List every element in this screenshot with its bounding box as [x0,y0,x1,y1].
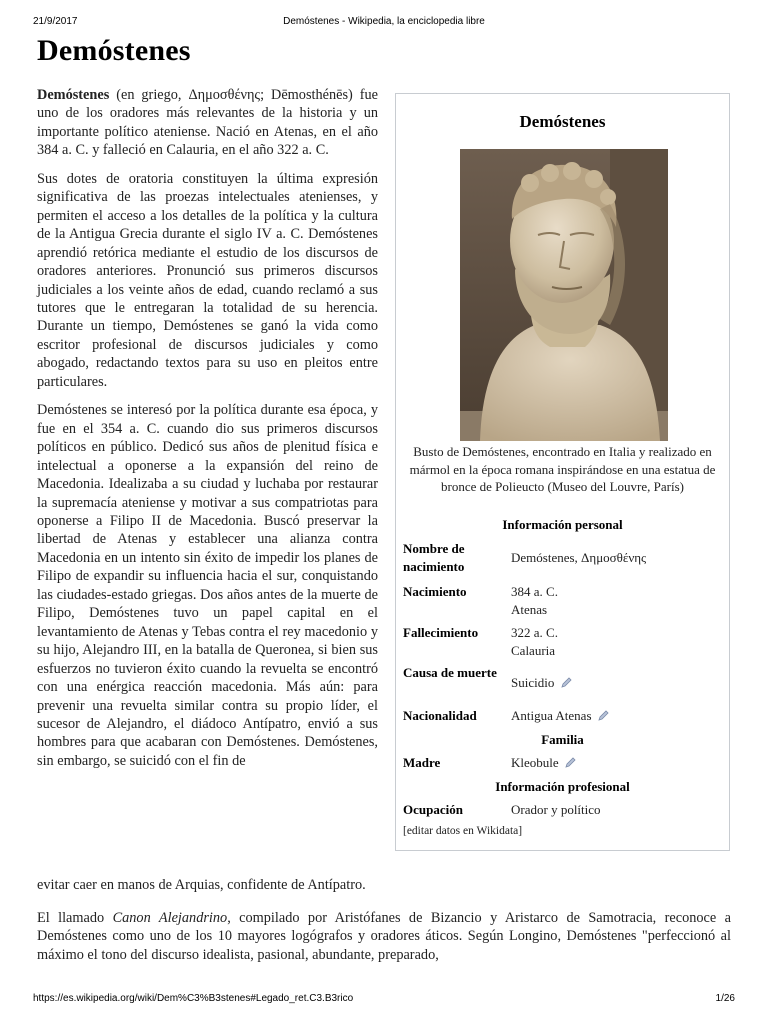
value-birth [511,583,726,619]
value-death-cause [511,674,726,693]
print-footer [33,993,735,1007]
paragraph-intro [37,86,378,160]
edit-pencil-icon[interactable] [561,675,572,693]
value-mother-text[interactable]: Kleobule [511,755,559,770]
canon-italic-link[interactable]: Canon Alejandrino [112,910,228,926]
paragraph-politics: Demóstenes se interesó por la política durante esa época, y fue en el 354 a. C. cuando dio sus primeros discursos políticos en público. Dedicó sus años de plenitud física e intelectual a oponerse a la expansión del reino de Macedonia. Idealizaba a su ciudad y luchaba por restaurar la supremacía ateniense y motivar a sus compatriotas para oponerse a Filipo II de Macedonia. Buscó preservar la libertad de Atenas y establecer una alianza contra Macedonia en un intento sin éxito de impedir los planes de Filipo de expandir su influencia hacia el sur, conquistando las ciudades-estado griegas. Dos años antes de la muerte de Filipo, Demóstenes tuvo un papel capital en el levantamiento de Atenas y Tebas contra el rey macedonio y su hijo, Alejandro III, en la batalla de Queronea, si bien sus esfuerzos no tuvieron éxito cuando la revuelta se encontró con una enérgica reacción macedonia. Más aún: para prevenir una revuelta similar contra su propio líder, el sucesor de Alejandro, el diádoco Antípatro, envió a sus hombres para que acabaran con Demóstenes. Demóstenes, sin embargo, se suicidó con el fin de [37,402,378,769]
print-header [33,16,735,30]
bust-portrait-image[interactable] [460,149,668,441]
label-birth: Nacimiento [403,584,467,599]
label-occupation: Ocupación [403,802,463,817]
label-birth-name: Nombre de nacimiento [403,541,465,574]
section-professional-info: Información profesional [495,779,630,794]
paragraph-politics-tail: evitar caer en manos de Arquias, confidente de Antípatro. [37,877,366,893]
article-body-column [37,86,378,770]
value-nationality [511,707,726,726]
label-death: Fallecimiento [403,625,479,640]
section-family: Familia [541,732,584,747]
intro-text: (en griego, Δημοσθένης; Dēmosthénēs) fue uno de los oradores más relevantes de la historia y un importante político ateniense. Nació en Atenas, en el año 384 a. C. y falleció en Calauria, en el año 322 a. C. [37,87,378,159]
print-title: Demóstenes - Wikipedia, la enciclopedia libre [283,16,485,27]
value-occupation[interactable]: Orador y político [511,802,601,817]
paragraph-canon [37,909,731,964]
value-nationality-text[interactable]: Antigua Atenas [511,708,592,723]
value-death-cause-text[interactable]: Suicidio [511,675,555,690]
value-death-date[interactable]: 322 a. C. [511,625,558,640]
infobox [395,93,730,851]
print-page-number: 1/26 [715,993,735,1004]
paragraph-oratory: Sus dotes de oratoria constituyen la última expresión significativa de las proezas intelectuales atenienses, y permiten el acceso a los detalles de la política y la cultura de la Antigua Grecia durante el siglo IV a. C. Demóstenes aprendió retórica mediante el estudio de los discursos de oradores anteriores. Pronunció sus primeros discursos judiciales a los veinte años de edad, cuando reclamó a sus tutores que le entregaran la totalidad de su herencia. Durante un tiempo, Demóstenes se ganó la vida como escritor profesional de discursos judiciales y como abogado, redactando textos para su uso en pleitos entre particulares. [37,170,378,390]
label-nationality: Nacionalidad [403,708,477,723]
value-death-place[interactable]: Calauria [511,643,556,658]
value-birth-place[interactable]: Atenas [511,602,548,617]
edit-pencil-icon[interactable] [565,755,576,773]
section-personal-info: Información personal [502,517,623,532]
paragraph-politics-tail-wrap [37,876,757,894]
edit-pencil-icon[interactable] [598,708,609,726]
value-birth-date[interactable]: 384 a. C. [511,584,558,599]
edit-wikidata-link[interactable]: [editar datos en Wikidata] [403,825,523,837]
value-birth-name: Demóstenes, Δημοσθένης [511,550,647,565]
print-url: https://es.wikipedia.org/wiki/Dem%C3%B3stenes#Legado_ret.C3.B3rico [33,993,354,1004]
page-title: Demóstenes [37,34,191,67]
label-death-cause: Causa de muerte [403,665,497,680]
intro-bold-name: Demóstenes [37,87,110,103]
article-body-wide [37,909,731,972]
canon-pre: El llamado [37,910,113,926]
value-death [511,624,726,660]
label-mother: Madre [403,755,441,770]
print-date: 21/9/2017 [33,16,78,27]
image-caption: Busto de Demóstenes, encontrado en Italia y realizado en mármol en la época romana inspirándose en una estatua de bronce de Polieucto (Museo del Louvre, París) [409,444,716,494]
value-mother [511,754,726,773]
canon-post: , compilado por Aristófanes de Bizancio y Aristarco de Samotracia, reconoce a Demóstenes como uno de los 10 mayores logógrafos y oradores áticos. Según Longino, Demóstenes "perfeccionó al máximo el tono del discurso idealista, pasional, abundante, preparado, [37,910,731,963]
infobox-title: Demóstenes [519,112,606,131]
